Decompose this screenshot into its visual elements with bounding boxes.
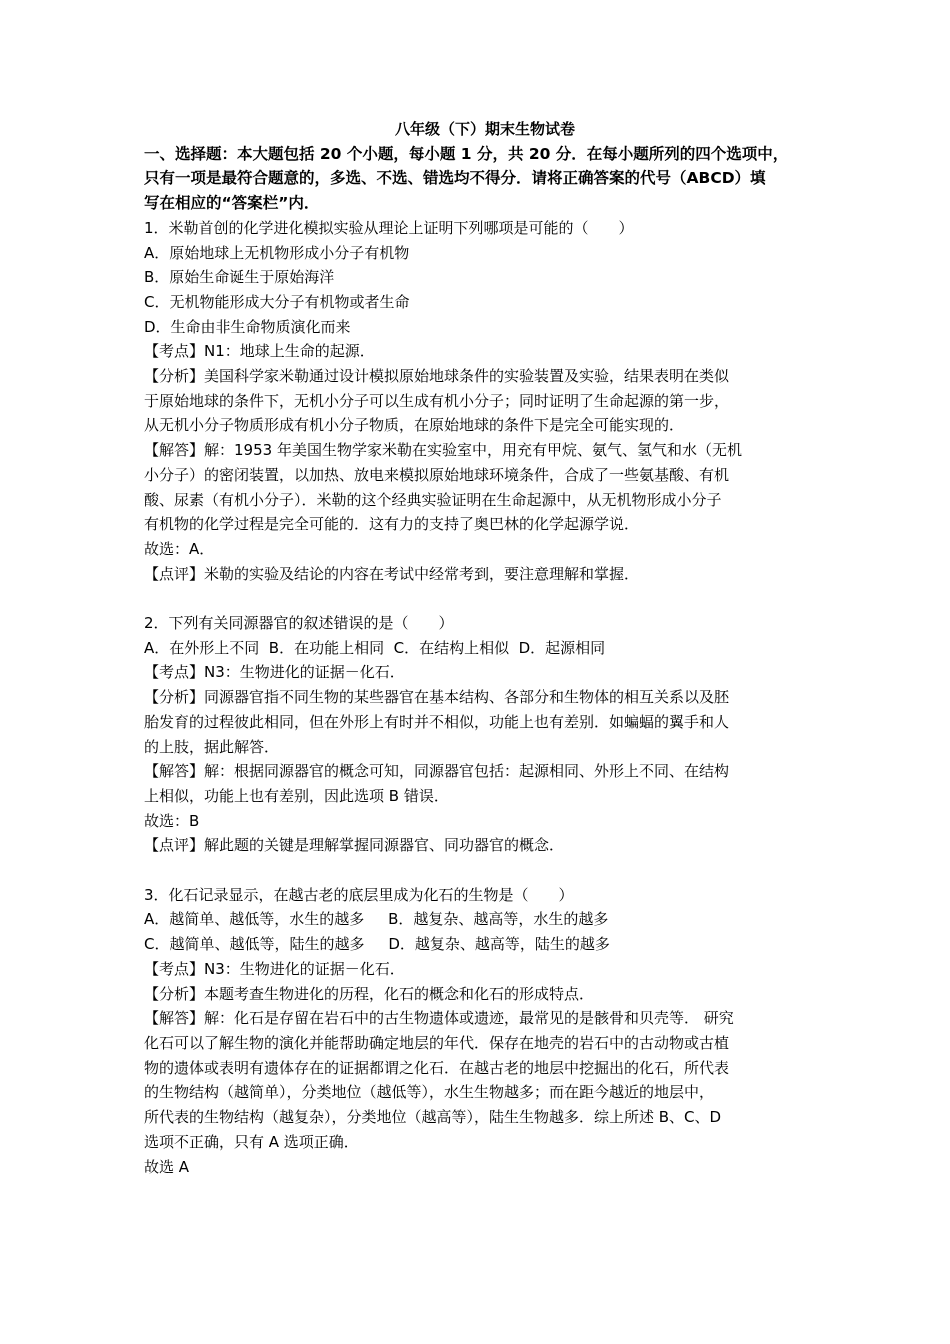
spacer	[144, 586, 814, 611]
jieda-line: 【解答】解：1953 年美国生物学家米勒在实验室中，用充有甲烷、氨气、氢气和水（无机	[144, 441, 742, 460]
section-heading-line: 一、选择题：本大题包括 20 个小题，每小题 1 分，共 20 分．在每小题所列的四个选项中，	[144, 144, 789, 163]
question-stem: 3．化石记录显示，在越古老的底层里成为化石的生物是（ ）	[144, 885, 574, 904]
fenxi: 【分析】本题考查生物进化的历程，化石的概念和化石的形成特点．	[144, 984, 595, 1003]
fenxi-line: 胎发育的过程彼此相同，但在外形上有时并不相似，功能上也有差别．如蝙蝠的翼手和人	[144, 712, 730, 731]
question-2	[144, 611, 814, 858]
dianping: 【点评】解此题的关键是理解掌握同源器官、同功器官的概念．	[144, 836, 565, 855]
answer: 故选：A．	[144, 539, 215, 558]
document-content	[144, 117, 814, 1179]
jieda-line: 物的遗体或表明有遗体存在的证据都谓之化石．在越古老的地层中挖掘出的化石，所代表	[144, 1058, 730, 1077]
page-title: 八年级（下）期末生物试卷	[394, 120, 575, 138]
jieda-line: 【解答】解：化石是存留在岩石中的古生物遗体或遗迹，最常见的是骸骨和贝壳等． 研究	[144, 1009, 734, 1028]
option-b: B．原始生命诞生于原始海洋	[144, 268, 335, 287]
option-a: A．原始地球上无机物形成小分子有机物	[144, 243, 410, 262]
jieda-line: 所代表的生物结构（越复杂），分类地位（越高等），陆生生物越多．综上所述 B、C、D	[144, 1108, 722, 1127]
jieda-line: 的生物结构（越简单），分类地位（越低等），水生生物越多；而在距今越近的地层中，	[144, 1083, 715, 1102]
options-row: A．越简单、越低等，水生的越多 B．越复杂、越高等，水生的越多	[144, 910, 609, 929]
options-row: A．在外形上不同 B．在功能上相同 C．在结构上相似 D．起源相同	[144, 638, 606, 657]
jieda-line: 选项不正确，只有 A 选项正确．	[144, 1132, 359, 1151]
jieda-line: 小分子）的密闭装置，以加热、放电来模拟原始地球环境条件，合成了一些氨基酸、有机	[144, 465, 730, 484]
fenxi-line: 于原始地球的条件下，无机小分子可以生成有机小分子；同时证明了生命起源的第一步，	[144, 391, 730, 410]
section-heading	[144, 142, 814, 216]
kaodian: 【考点】N1：地球上生命的起源．	[144, 342, 375, 361]
answer: 故选 A	[144, 1157, 190, 1176]
question-1	[144, 216, 814, 587]
section-heading-line: 只有一项是最符合题意的，多选、不选、错选均不得分．请将正确答案的代号（ABCD）填	[144, 169, 766, 188]
option-c: C．无机物能形成大分子有机物或者生命	[144, 292, 410, 311]
dianping: 【点评】米勒的实验及结论的内容在考试中经常考到，要注意理解和掌握．	[144, 564, 640, 583]
kaodian: 【考点】N3：生物进化的证据－化石．	[144, 959, 405, 978]
question-stem: 2．下列有关同源器官的叙述错误的是（ ）	[144, 614, 454, 633]
fenxi-line: 【分析】美国科学家米勒通过设计模拟原始地球条件的实验装置及实验，结果表明在类似	[144, 367, 730, 386]
section-heading-line: 写在相应的“答案栏”内．	[144, 194, 320, 213]
jieda-line: 【解答】解：根据同源器官的概念可知，同源器官包括：起源相同、外形上不同、在结构	[144, 762, 730, 781]
jieda-line: 上相似，功能上也有差别，因此选项 B 错误．	[144, 786, 449, 805]
jieda-line: 化石可以了解生物的演化并能帮助确定地层的年代．保存在地壳的岩石中的古动物或古植	[144, 1033, 730, 1052]
fenxi-line: 的上肢，据此解答．	[144, 737, 280, 756]
fenxi-line: 从无机小分子物质形成有机小分子物质，在原始地球的条件下是完全可能实现的．	[144, 416, 685, 435]
jieda-line: 有机物的化学过程是完全可能的．这有力的支持了奥巴林的化学起源学说．	[144, 515, 640, 534]
question-stem: 1．米勒首创的化学进化模拟实验从理论上证明下列哪项是可能的（ ）	[144, 218, 634, 237]
kaodian: 【考点】N3：生物进化的证据－化石．	[144, 663, 405, 682]
option-d: D．生命由非生命物质演化而来	[144, 317, 351, 336]
options-row: C．越简单、越低等，陆生的越多 D．越复杂、越高等，陆生的越多	[144, 935, 610, 954]
answer: 故选：B	[144, 811, 200, 830]
spacer	[144, 858, 814, 883]
jieda-line: 酸、尿素（有机小分子）．米勒的这个经典实验证明在生命起源中，从无机物形成小分子	[144, 490, 722, 509]
fenxi-line: 【分析】同源器官指不同生物的某些器官在基本结构、各部分和生物体的相互关系以及胚	[144, 688, 730, 707]
question-3	[144, 883, 814, 1179]
